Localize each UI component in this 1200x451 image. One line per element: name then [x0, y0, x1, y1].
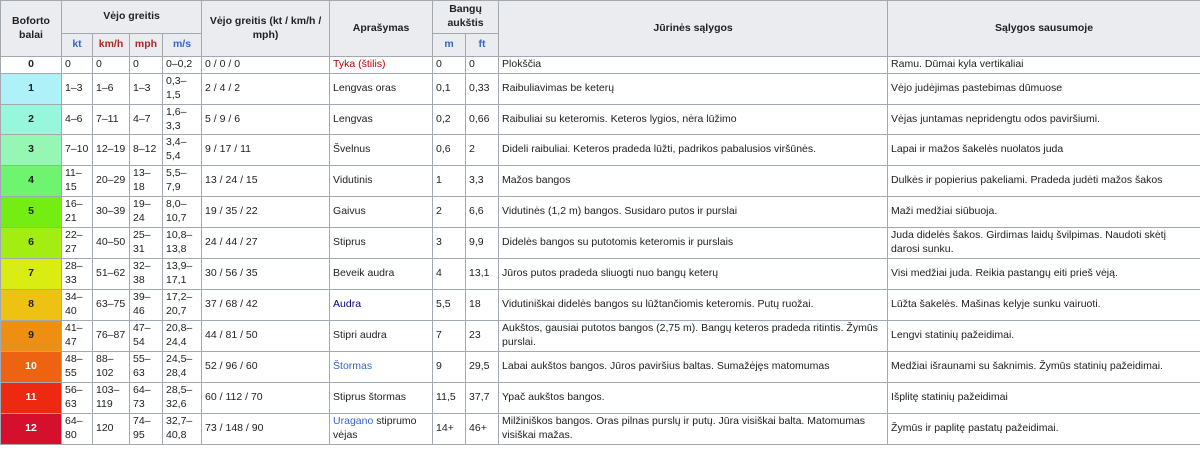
- speed-kt: 28–33: [62, 259, 93, 290]
- speed-mph: 19–24: [130, 197, 163, 228]
- speed-kmh: 12–19: [93, 135, 130, 166]
- level-cell: 4: [1, 166, 62, 197]
- description-link[interactable]: Audra: [333, 298, 362, 311]
- level-cell: 1: [1, 74, 62, 105]
- speed-mph: 32–38: [130, 259, 163, 290]
- level-cell: 5: [1, 197, 62, 228]
- speed-ms: 3,4–5,4: [163, 135, 202, 166]
- description-link[interactable]: Štormas: [333, 360, 373, 373]
- header-sea-conditions[interactable]: Jūrinės sąlygos: [499, 1, 888, 57]
- description-text: Vidutinis: [333, 174, 373, 187]
- table-row: [1, 228, 1200, 259]
- header-unit-ft[interactable]: ft: [466, 34, 499, 57]
- land-conditions: Lengvi statinių pažeidimai.: [888, 321, 1200, 352]
- sea-conditions: Jūros putos pradeda sliuogti nuo bangų keterų: [499, 259, 888, 290]
- land-conditions: Išplitę statinių pažeidimai: [888, 383, 1200, 414]
- wave-m: 4: [433, 259, 466, 290]
- speed-combined: 37 / 68 / 42: [202, 290, 330, 321]
- speed-mph: 25–31: [130, 228, 163, 259]
- speed-kmh: 1–6: [93, 74, 130, 105]
- speed-combined: 60 / 112 / 70: [202, 383, 330, 414]
- speed-combined: 44 / 81 / 50: [202, 321, 330, 352]
- land-conditions: Lūžta šakelės. Mašinas kelyje sunku vairuoti.: [888, 290, 1200, 321]
- level-cell: 3: [1, 135, 62, 166]
- speed-kmh: 0: [93, 57, 130, 74]
- land-conditions: Juda didelės šakos. Girdimas laidų švilpimas. Naudoti skėtį darosi sunku.: [888, 228, 1200, 259]
- wave-ft: 29,5: [466, 352, 499, 383]
- wave-m: 0,1: [433, 74, 466, 105]
- table-body: [1, 57, 1200, 445]
- land-conditions: Vėjas juntamas nepridengtu odos paviršiumi.: [888, 104, 1200, 135]
- speed-kmh: 20–29: [93, 166, 130, 197]
- speed-combined: 24 / 44 / 27: [202, 228, 330, 259]
- header-unit-mph[interactable]: mph: [130, 34, 163, 57]
- speed-combined: 30 / 56 / 35: [202, 259, 330, 290]
- table-row: [1, 259, 1200, 290]
- speed-combined: 5 / 9 / 6: [202, 104, 330, 135]
- speed-kmh: 88–102: [93, 352, 130, 383]
- wave-m: 1: [433, 166, 466, 197]
- table-row: [1, 414, 1200, 445]
- description-text: Beveik audra: [333, 267, 395, 280]
- speed-kmh: 51–62: [93, 259, 130, 290]
- speed-combined: 0 / 0 / 0: [202, 57, 330, 74]
- wave-ft: 13,1: [466, 259, 499, 290]
- table-row: [1, 57, 1200, 74]
- level-cell: 8: [1, 290, 62, 321]
- header-unit-kmh[interactable]: km/h: [93, 34, 130, 57]
- wave-ft: 9,9: [466, 228, 499, 259]
- level-cell: 12: [1, 414, 62, 445]
- speed-mph: 8–12: [130, 135, 163, 166]
- sea-conditions: Vidutinės (1,2 m) bangos. Susidaro putos ir purslai: [499, 197, 888, 228]
- header-unit-kt[interactable]: kt: [62, 34, 93, 57]
- speed-kt: 56–63: [62, 383, 93, 414]
- level-cell: 2: [1, 104, 62, 135]
- speed-kmh: 103–119: [93, 383, 130, 414]
- description-link[interactable]: Tyka (štilis): [333, 58, 386, 71]
- wave-ft: 0: [466, 57, 499, 74]
- speed-combined: 52 / 96 / 60: [202, 352, 330, 383]
- wave-ft: 46+: [466, 414, 499, 445]
- description: [330, 166, 433, 197]
- wave-ft: 3,3: [466, 166, 499, 197]
- land-conditions: Dulkės ir popierius pakeliami. Pradeda judėti mažos šakos: [888, 166, 1200, 197]
- speed-ms: 10,8–13,8: [163, 228, 202, 259]
- level-cell: 0: [1, 57, 62, 74]
- description: [330, 197, 433, 228]
- table-row: [1, 290, 1200, 321]
- sea-conditions: Raibuliai su keteromis. Keteros lygios, nėra lūžimo: [499, 104, 888, 135]
- sea-conditions: Ypač aukštos bangos.: [499, 383, 888, 414]
- wave-m: 5,5: [433, 290, 466, 321]
- level-cell: 11: [1, 383, 62, 414]
- speed-ms: 24,5–28,4: [163, 352, 202, 383]
- speed-ms: 13,9–17,1: [163, 259, 202, 290]
- description: [330, 74, 433, 105]
- speed-kmh: 63–75: [93, 290, 130, 321]
- speed-kt: 16–21: [62, 197, 93, 228]
- level-cell: 6: [1, 228, 62, 259]
- speed-mph: 1–3: [130, 74, 163, 105]
- header-description[interactable]: Aprašymas: [330, 1, 433, 57]
- speed-ms: 0–0,2: [163, 57, 202, 74]
- sea-conditions: Mažos bangos: [499, 166, 888, 197]
- header-land-conditions[interactable]: Sąlygos sausumoje: [888, 1, 1200, 57]
- speed-mph: 55–63: [130, 352, 163, 383]
- table-row: [1, 166, 1200, 197]
- speed-kt: 64–80: [62, 414, 93, 445]
- level-cell: 7: [1, 259, 62, 290]
- speed-kt: 4–6: [62, 104, 93, 135]
- wave-ft: 2: [466, 135, 499, 166]
- wave-m: 11,5: [433, 383, 466, 414]
- speed-ms: 28,5–32,6: [163, 383, 202, 414]
- wave-m: 0,2: [433, 104, 466, 135]
- speed-mph: 0: [130, 57, 163, 74]
- speed-combined: 73 / 148 / 90: [202, 414, 330, 445]
- wave-m: 0,6: [433, 135, 466, 166]
- description: [330, 321, 433, 352]
- description-text: Stiprus štormas: [333, 391, 406, 404]
- land-conditions: Medžiai išraunami su šaknimis. Žymūs statinių pažeidimai.: [888, 352, 1200, 383]
- speed-combined: 19 / 35 / 22: [202, 197, 330, 228]
- sea-conditions: Milžiniškos bangos. Oras pilnas purslų ir putų. Jūra visiškai balta. Matomumas visiškai mažas.: [499, 414, 888, 445]
- speed-combined: 9 / 17 / 11: [202, 135, 330, 166]
- speed-kmh: 7–11: [93, 104, 130, 135]
- sea-conditions: Plokščia: [499, 57, 888, 74]
- speed-kmh: 30–39: [93, 197, 130, 228]
- wave-m: 0: [433, 57, 466, 74]
- sea-conditions: Vidutiniškai didelės bangos su lūžtančiomis keteromis. Putų ruožai.: [499, 290, 888, 321]
- speed-ms: 20,8–24,4: [163, 321, 202, 352]
- header-speed-combined[interactable]: Vėjo greitis (kt / km/h / mph): [202, 1, 330, 57]
- land-conditions: Vėjo judėjimas pastebimas dūmuose: [888, 74, 1200, 105]
- speed-ms: 32,7–40,8: [163, 414, 202, 445]
- description-text: Švelnus: [333, 143, 371, 156]
- speed-mph: 13–18: [130, 166, 163, 197]
- header-row: [1, 1, 1200, 34]
- speed-ms: 0,3–1,5: [163, 74, 202, 105]
- land-conditions: Lapai ir mažos šakelės nuolatos juda: [888, 135, 1200, 166]
- speed-kt: 34–40: [62, 290, 93, 321]
- speed-ms: 17,2–20,7: [163, 290, 202, 321]
- speed-kt: 48–55: [62, 352, 93, 383]
- table-row: [1, 135, 1200, 166]
- description: [330, 352, 433, 383]
- land-conditions: Visi medžiai juda. Reikia pastangų eiti prieš vėją.: [888, 259, 1200, 290]
- header-unit-ms[interactable]: m/s: [163, 34, 202, 57]
- table-row: [1, 104, 1200, 135]
- wave-ft: 37,7: [466, 383, 499, 414]
- wave-m: 3: [433, 228, 466, 259]
- description: [330, 135, 433, 166]
- description-text: Lengvas: [333, 112, 373, 125]
- description: [330, 57, 433, 74]
- wave-m: 7: [433, 321, 466, 352]
- land-conditions: Ramu. Dūmai kyla vertikaliai: [888, 57, 1200, 74]
- speed-kmh: 40–50: [93, 228, 130, 259]
- wave-ft: 0,33: [466, 74, 499, 105]
- sea-conditions: Labai aukštos bangos. Jūros paviršius baltas. Sumažėjęs matomumas: [499, 352, 888, 383]
- description: [330, 228, 433, 259]
- description: [330, 383, 433, 414]
- speed-kt: 7–10: [62, 135, 93, 166]
- wave-ft: 6,6: [466, 197, 499, 228]
- description-link[interactable]: Uragano: [333, 415, 374, 428]
- speed-combined: 13 / 24 / 15: [202, 166, 330, 197]
- table-row: [1, 352, 1200, 383]
- speed-mph: 39–46: [130, 290, 163, 321]
- description: [330, 414, 433, 445]
- land-conditions: Žymūs ir paplitę pastatų pažeidimai.: [888, 414, 1200, 445]
- description: [330, 104, 433, 135]
- wave-m: 2: [433, 197, 466, 228]
- speed-ms: 8,0–10,7: [163, 197, 202, 228]
- description-text: Stipri audra: [333, 329, 387, 342]
- speed-mph: 4–7: [130, 104, 163, 135]
- table-row: [1, 321, 1200, 352]
- speed-kt: 0: [62, 57, 93, 74]
- speed-kmh: 120: [93, 414, 130, 445]
- header-unit-m[interactable]: m: [433, 34, 466, 57]
- speed-ms: 5,5–7,9: [163, 166, 202, 197]
- land-conditions: Maži medžiai siūbuoja.: [888, 197, 1200, 228]
- speed-kmh: 76–87: [93, 321, 130, 352]
- speed-kt: 11–15: [62, 166, 93, 197]
- speed-mph: 47–54: [130, 321, 163, 352]
- header-speed-group: Vėjo greitis: [62, 1, 202, 34]
- speed-kt: 1–3: [62, 74, 93, 105]
- table-row: [1, 74, 1200, 105]
- sea-conditions: Dideli raibuliai. Keteros pradeda lūžti, padrikos pabalusios viršūnės.: [499, 135, 888, 166]
- speed-mph: 74–95: [130, 414, 163, 445]
- wave-m: 9: [433, 352, 466, 383]
- wave-m: 14+: [433, 414, 466, 445]
- description: [330, 259, 433, 290]
- wave-ft: 23: [466, 321, 499, 352]
- header-scale[interactable]: Boforto balai: [1, 1, 62, 57]
- speed-mph: 64–73: [130, 383, 163, 414]
- speed-ms: 1,6–3,3: [163, 104, 202, 135]
- speed-combined: 2 / 4 / 2: [202, 74, 330, 105]
- description-text: Stiprus: [333, 236, 366, 249]
- wave-ft: 0,66: [466, 104, 499, 135]
- level-cell: 9: [1, 321, 62, 352]
- description-text: Gaivus: [333, 205, 366, 218]
- sea-conditions: Aukštos, gausiai putotos bangos (2,75 m). Bangų keteros pradeda ritintis. Žymūs purslai.: [499, 321, 888, 352]
- sea-conditions: Raibuliavimas be keterų: [499, 74, 888, 105]
- table-row: [1, 383, 1200, 414]
- description-text: Lengvas oras: [333, 81, 397, 94]
- description-rest: stiprumo vėjas: [333, 415, 417, 442]
- speed-kt: 41–47: [62, 321, 93, 352]
- level-cell: 10: [1, 352, 62, 383]
- description: [330, 290, 433, 321]
- wave-ft: 18: [466, 290, 499, 321]
- header-wave-group: Bangų aukštis: [433, 1, 499, 34]
- speed-kt: 22–27: [62, 228, 93, 259]
- table-row: [1, 197, 1200, 228]
- sea-conditions: Didelės bangos su putotomis keteromis ir purslais: [499, 228, 888, 259]
